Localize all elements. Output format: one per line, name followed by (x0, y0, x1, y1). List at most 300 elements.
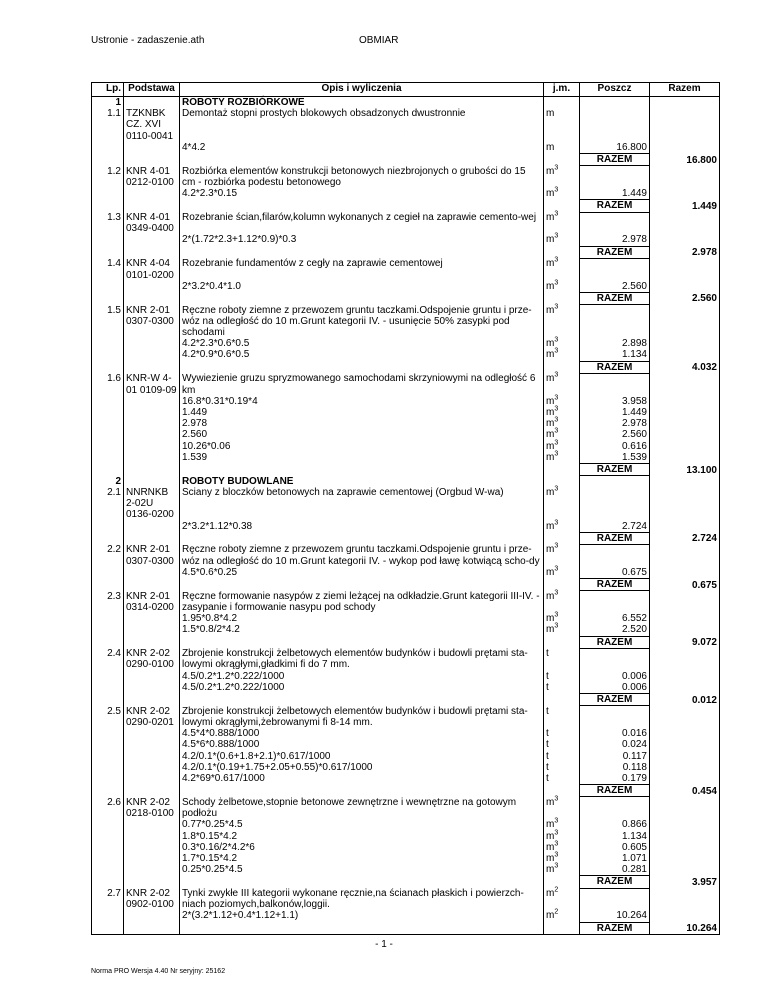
cell-unit (544, 200, 580, 212)
table-row (92, 728, 720, 739)
cell-unit: t (544, 739, 580, 750)
cell-value: RAZEM (580, 579, 650, 591)
cell-lp (92, 281, 124, 293)
table-row (92, 441, 720, 452)
unit-exponent: 3 (554, 439, 559, 447)
table-row (92, 246, 720, 258)
cell-total (650, 108, 720, 142)
unit-exponent: 3 (554, 862, 559, 870)
cell-desc: 4.2/0.1*(0.19+1.75+2.05+0.55)*0.617/1000 (180, 762, 544, 773)
table-row (92, 682, 720, 694)
cell-unit: m (544, 142, 580, 154)
cell-total (650, 648, 720, 670)
cell-lp (92, 396, 124, 407)
cell-desc: 4.2*69*0.617/1000 (180, 773, 544, 785)
cell-unit (544, 876, 580, 888)
cell-value: 0.006 (580, 682, 650, 694)
table-row (92, 739, 720, 750)
cell-basis (124, 464, 180, 476)
table-row (92, 853, 720, 864)
cell-total: 13.100 (650, 464, 720, 476)
cell-basis (124, 476, 180, 487)
cell-total (650, 258, 720, 280)
cell-lp (92, 521, 124, 533)
cell-lp: 1.4 (92, 258, 124, 280)
cell-unit (544, 246, 580, 258)
cell-desc: 4.5*6*0.888/1000 (180, 739, 544, 750)
cell-basis: KNR 2-02 0290-0100 (124, 648, 180, 670)
cell-basis (124, 671, 180, 682)
cell-total (650, 797, 720, 819)
cell-desc: 0.25*0.25*4.5 (180, 864, 544, 876)
table-body (92, 97, 720, 935)
cell-desc: 2.560 (180, 429, 544, 440)
cell-desc: Sciany z bloczków betonowych na zaprawie cementowej (Orgbud W-wa) (180, 487, 544, 521)
cell-basis (124, 429, 180, 440)
unit-exponent: 3 (554, 164, 559, 172)
cell-value (580, 373, 650, 395)
cell-total (650, 338, 720, 349)
footer-version: Norma PRO Wersja 4.40 Nr seryjny: 25162 (91, 968, 226, 975)
cell-desc (180, 246, 544, 258)
cell-unit: t (544, 648, 580, 670)
cell-lp (92, 407, 124, 418)
unit-base: m (546, 440, 555, 452)
cell-total: 16.800 (650, 154, 720, 166)
unit-exponent: 2 (554, 909, 559, 917)
table-row (92, 797, 720, 819)
cell-unit (544, 154, 580, 166)
cell-lp (92, 739, 124, 750)
cell-desc (180, 154, 544, 166)
cell-desc: 4.5/0.2*1.2*0.222/1000 (180, 682, 544, 694)
cell-unit: t (544, 773, 580, 785)
cell-basis (124, 281, 180, 293)
cell-unit (544, 853, 580, 864)
cell-value: 0.006 (580, 671, 650, 682)
cell-basis (124, 864, 180, 876)
cell-basis (124, 579, 180, 591)
cell-total (650, 441, 720, 452)
cell-desc (180, 694, 544, 706)
cell-desc: Rozebranie fundamentów z cegły na zaprawie cementowej (180, 258, 544, 280)
cell-basis (124, 785, 180, 797)
cell-basis (124, 200, 180, 212)
unit-exponent: 3 (554, 416, 559, 424)
col-header-jm: j.m. (544, 83, 580, 97)
table-row (92, 154, 720, 166)
unit-base: m (546, 613, 555, 625)
unit-base: m (546, 304, 555, 316)
table-row (92, 212, 720, 234)
cell-unit (544, 97, 580, 109)
unit-base: m (546, 280, 555, 292)
cell-value (580, 648, 650, 670)
cell-basis (124, 338, 180, 349)
cell-unit (544, 694, 580, 706)
table-row (92, 785, 720, 797)
cell-lp (92, 246, 124, 258)
cell-unit: t (544, 762, 580, 773)
cell-lp (92, 624, 124, 636)
cell-basis: KNR 2-01 0307-0300 (124, 544, 180, 566)
unit-base: m (546, 373, 555, 385)
cell-total (650, 706, 720, 728)
unit-exponent: 3 (554, 279, 559, 287)
cell-unit (544, 234, 580, 246)
cell-value: 0.616 (580, 441, 650, 452)
unit-base: m (546, 566, 555, 578)
cell-unit (544, 544, 580, 566)
unit-base: m (546, 395, 555, 407)
cell-value: 6.552 (580, 613, 650, 624)
unit-exponent: 3 (554, 829, 559, 837)
cell-total: 3.957 (650, 876, 720, 888)
cell-basis (124, 361, 180, 373)
cell-unit (544, 418, 580, 429)
cell-unit (544, 521, 580, 533)
cell-lp (92, 751, 124, 762)
cell-basis (124, 728, 180, 739)
cell-lp: 2.1 (92, 487, 124, 521)
cell-desc: Wywiezienie gruzu spryzmowanego samochodami skrzyniowymi na odległość 6 km (180, 373, 544, 395)
unit-base: m (546, 429, 555, 441)
cell-value: 0.117 (580, 751, 650, 762)
unit-exponent: 3 (554, 428, 559, 436)
cell-basis (124, 831, 180, 842)
cell-lp (92, 418, 124, 429)
table-row (92, 910, 720, 922)
cell-basis (124, 636, 180, 648)
cell-lp: 2.7 (92, 888, 124, 910)
header-file-name: Ustronie - zadaszenie.ath (91, 35, 205, 46)
cell-unit (544, 361, 580, 373)
cell-lp (92, 682, 124, 694)
cell-total (650, 613, 720, 624)
unit-base: m (546, 910, 555, 922)
unit-exponent: 3 (554, 336, 559, 344)
cell-unit (544, 373, 580, 395)
cell-lp (92, 671, 124, 682)
cell-lp (92, 234, 124, 246)
cell-value: 0.605 (580, 842, 650, 853)
cell-total (650, 142, 720, 154)
cell-unit (544, 292, 580, 304)
table-row (92, 613, 720, 624)
cell-unit (544, 567, 580, 579)
cell-total (650, 762, 720, 773)
cell-total (650, 305, 720, 339)
cell-value (580, 108, 650, 142)
cell-value: 1.539 (580, 452, 650, 464)
cell-total (650, 842, 720, 853)
cell-desc (180, 361, 544, 373)
table-row (92, 234, 720, 246)
unit-base: m (546, 258, 555, 270)
table-row (92, 166, 720, 188)
cell-desc: 1.8*0.15*4.2 (180, 831, 544, 842)
unit-exponent: 3 (554, 565, 559, 573)
unit-exponent: 3 (554, 372, 559, 380)
cell-value: 1.071 (580, 853, 650, 864)
cell-desc (180, 579, 544, 591)
cell-value: 2.520 (580, 624, 650, 636)
table-row (92, 591, 720, 613)
unit-base: m (546, 349, 555, 361)
cell-desc (180, 922, 544, 934)
cell-total: 1.449 (650, 200, 720, 212)
table-row (92, 464, 720, 476)
cell-lp (92, 200, 124, 212)
cell-value: RAZEM (580, 694, 650, 706)
table-row (92, 142, 720, 154)
table-row (92, 876, 720, 888)
cell-basis (124, 532, 180, 544)
cell-desc (180, 200, 544, 212)
unit-exponent: 3 (554, 795, 559, 803)
cell-value: 0.675 (580, 567, 650, 579)
cell-unit (544, 922, 580, 934)
unit-exponent: 3 (554, 840, 559, 848)
cell-lp (92, 361, 124, 373)
cell-unit (544, 212, 580, 234)
cell-unit (544, 842, 580, 853)
cell-lp (92, 694, 124, 706)
cell-basis (124, 142, 180, 154)
cell-value: 0.179 (580, 773, 650, 785)
cell-desc: 4.5*0.6*0.25 (180, 567, 544, 579)
cell-unit (544, 591, 580, 613)
cell-basis: KNR 2-02 0290-0201 (124, 706, 180, 728)
cell-basis: KNR 2-02 0902-0100 (124, 888, 180, 910)
table-row (92, 706, 720, 728)
cell-basis (124, 396, 180, 407)
cell-desc (180, 97, 544, 109)
unit-exponent: 3 (554, 450, 559, 458)
unit-base: m (546, 451, 555, 463)
cell-desc: 2*3.2*0.4*1.0 (180, 281, 544, 293)
cell-value: RAZEM (580, 532, 650, 544)
cell-total (650, 831, 720, 842)
table-row (92, 188, 720, 200)
table-row (92, 532, 720, 544)
unit-exponent: 3 (554, 348, 559, 356)
col-header-podstawa: Podstawa (124, 83, 180, 97)
cell-total (650, 521, 720, 533)
cell-basis (124, 246, 180, 258)
table-row (92, 648, 720, 670)
cell-basis (124, 292, 180, 304)
cell-basis (124, 739, 180, 750)
unit-base: m (546, 188, 555, 200)
cell-desc (180, 532, 544, 544)
cell-total (650, 544, 720, 566)
cell-unit (544, 188, 580, 200)
cell-lp (92, 613, 124, 624)
cell-lp (92, 636, 124, 648)
cell-desc: 2*(3.2*1.12+0.4*1.12+1.1) (180, 910, 544, 922)
cell-total (650, 910, 720, 922)
table-row (92, 305, 720, 339)
cell-lp: 2.5 (92, 706, 124, 728)
cell-unit: t (544, 671, 580, 682)
section-title: ROBOTY BUDOWLANE (182, 475, 294, 487)
cell-desc: 4.2/0.1*(0.6+1.8+2.1)*0.617/1000 (180, 751, 544, 762)
unit-exponent: 3 (554, 186, 559, 194)
unit-base: m (546, 830, 555, 842)
unit-base: m (546, 544, 555, 556)
cell-desc (180, 876, 544, 888)
cell-desc: 2*3.2*1.12*0.38 (180, 521, 544, 533)
cell-basis (124, 418, 180, 429)
cell-lp (92, 532, 124, 544)
cell-basis (124, 154, 180, 166)
cell-unit (544, 532, 580, 544)
cell-total (650, 819, 720, 830)
cell-basis: KNR 4-04 0101-0200 (124, 258, 180, 280)
cell-basis (124, 751, 180, 762)
cell-value: RAZEM (580, 361, 650, 373)
cell-desc: 2*(1.72*2.3+1.12*0.9)*0.3 (180, 234, 544, 246)
cell-desc: 4.2*2.3*0.6*0.5 (180, 338, 544, 349)
cell-lp (92, 142, 124, 154)
cell-value: 1.134 (580, 831, 650, 842)
cell-desc: 1.5*0.8/2*4.2 (180, 624, 544, 636)
cell-lp (92, 773, 124, 785)
cell-lp (92, 910, 124, 922)
unit-exponent: 2 (554, 886, 559, 894)
cell-unit: t (544, 682, 580, 694)
cell-total: 10.264 (650, 922, 720, 934)
cell-lp: 1.2 (92, 166, 124, 188)
cell-lp (92, 853, 124, 864)
table-row (92, 831, 720, 842)
cell-desc: Zbrojenie konstrukcji żelbetowych elementów budynków i budowli prętami sta-lowymi okrągłymi,gładkimi fi do 7 mm. (180, 648, 544, 670)
obmiar-table (91, 82, 720, 935)
cell-total (650, 396, 720, 407)
cell-basis: KNR 4-01 0212-0100 (124, 166, 180, 188)
unit-base: m (546, 520, 555, 532)
cell-value (580, 305, 650, 339)
cell-lp: 1.6 (92, 373, 124, 395)
cell-total (650, 567, 720, 579)
cell-total (650, 888, 720, 910)
table-row (92, 200, 720, 212)
table-row (92, 544, 720, 566)
cell-desc (180, 464, 544, 476)
cell-basis (124, 773, 180, 785)
cell-lp (92, 864, 124, 876)
cell-lp: 1 (92, 97, 124, 109)
cell-total (650, 212, 720, 234)
cell-total (650, 407, 720, 418)
cell-unit (544, 441, 580, 452)
cell-desc: 16.8*0.31*0.19*4 (180, 396, 544, 407)
cell-total (650, 591, 720, 613)
cell-desc: 4*4.2 (180, 142, 544, 154)
table-row (92, 671, 720, 682)
cell-unit (544, 579, 580, 591)
cell-total (650, 476, 720, 487)
cell-value: RAZEM (580, 200, 650, 212)
cell-basis (124, 876, 180, 888)
table-row (92, 361, 720, 373)
table-row (92, 842, 720, 853)
cell-unit (544, 831, 580, 842)
cell-total (650, 682, 720, 694)
cell-value: RAZEM (580, 922, 650, 934)
table-row (92, 407, 720, 418)
cell-total (650, 751, 720, 762)
cell-total (650, 373, 720, 395)
cell-desc: 4.5*4*0.888/1000 (180, 728, 544, 739)
col-header-poszcz: Poszcz (580, 83, 650, 97)
cell-unit (544, 476, 580, 487)
cell-lp (92, 876, 124, 888)
page-number: - 1 - (375, 939, 393, 950)
cell-desc: 4.5/0.2*1.2*0.222/1000 (180, 671, 544, 682)
table-row (92, 922, 720, 934)
cell-total (650, 166, 720, 188)
unit-base: m (546, 212, 555, 224)
cell-unit: t (544, 706, 580, 728)
unit-exponent: 3 (554, 817, 559, 825)
cell-total (650, 864, 720, 876)
cell-value: RAZEM (580, 154, 650, 166)
cell-lp: 2.4 (92, 648, 124, 670)
table-row (92, 567, 720, 579)
cell-value (580, 706, 650, 728)
cell-total (650, 418, 720, 429)
cell-desc (180, 476, 544, 487)
cell-total (650, 281, 720, 293)
cell-basis (124, 188, 180, 200)
cell-unit: t (544, 751, 580, 762)
cell-desc: Rozebranie ścian,filarów,kolumn wykonanych z cegieł na zaprawie cemento-wej (180, 212, 544, 234)
unit-exponent: 3 (554, 623, 559, 631)
table-row (92, 281, 720, 293)
cell-value: 1.449 (580, 188, 650, 200)
cell-value: 2.724 (580, 521, 650, 533)
cell-desc: Tynki zwykłe III kategorii wykonane ręcznie,na ścianach płaskich i powierzch-niach poziomych,balkonów,loggii. (180, 888, 544, 910)
cell-desc: Ręczne roboty ziemne z przewozem gruntu taczkami.Odspojenie gruntu i prze-wóz na odległość do 10 m.Grunt kategorii IV. - wykop pod ławę kotwiącą scho-dy (180, 544, 544, 566)
cell-total: 2.978 (650, 246, 720, 258)
table-row (92, 396, 720, 407)
cell-unit (544, 888, 580, 910)
cell-value: 16.800 (580, 142, 650, 154)
table-row (92, 579, 720, 591)
cell-desc: 2.978 (180, 418, 544, 429)
cell-unit (544, 464, 580, 476)
cell-basis (124, 819, 180, 830)
cell-desc: 0.77*0.25*4.5 (180, 819, 544, 830)
cell-lp (92, 452, 124, 464)
cell-lp: 2.2 (92, 544, 124, 566)
cell-value (580, 591, 650, 613)
unit-exponent: 3 (554, 405, 559, 413)
col-header-razem: Razem (650, 83, 720, 97)
cell-total (650, 349, 720, 361)
cell-value (580, 544, 650, 566)
table-row (92, 751, 720, 762)
cell-value: 1.134 (580, 349, 650, 361)
unit-base: m (546, 165, 555, 177)
section-title: ROBOTY ROZBIÓRKOWE (182, 97, 305, 108)
cell-basis: KNR-W 4-01 0109-09 (124, 373, 180, 395)
cell-lp (92, 785, 124, 797)
table-row (92, 636, 720, 648)
unit-base: m (546, 418, 555, 430)
